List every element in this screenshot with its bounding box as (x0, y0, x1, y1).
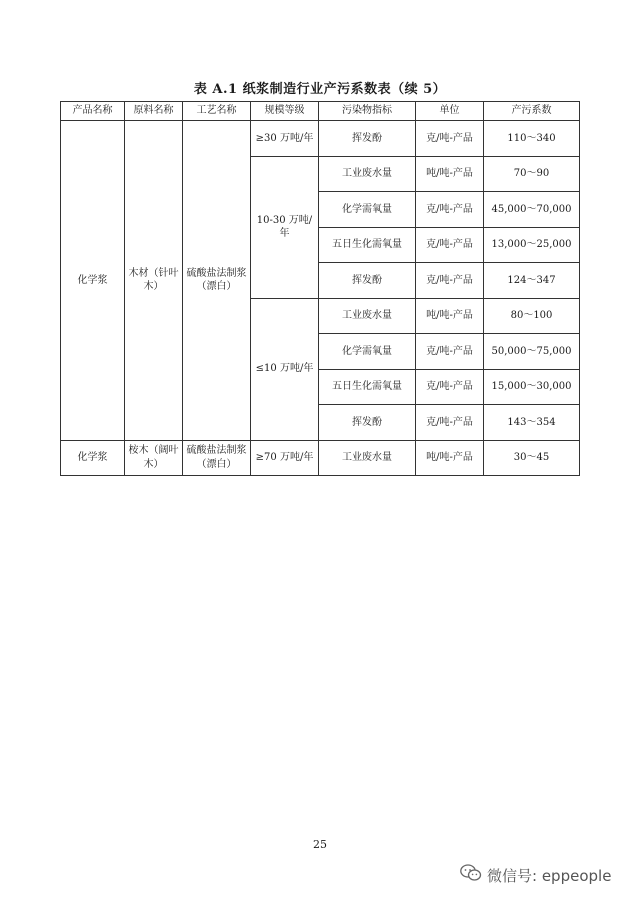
header-unit: 单位 (416, 102, 484, 121)
indicator-cell: 挥发酚 (319, 121, 416, 157)
wechat-watermark (460, 864, 611, 886)
unit-cell: 克/吨-产品 (416, 121, 484, 157)
indicator-cell: 五日生化需氧量 (319, 369, 416, 405)
wechat-icon (460, 864, 482, 886)
coefficient-cell: 110～340 (484, 121, 580, 157)
header-material: 原料名称 (125, 102, 183, 121)
table-row (61, 121, 580, 157)
header-process: 工艺名称 (183, 102, 251, 121)
indicator-cell: 挥发酚 (319, 263, 416, 299)
indicator-cell: 化学需氧量 (319, 334, 416, 370)
pollution-coefficient-table (60, 101, 580, 476)
material-cell: 木材（针叶木） (125, 121, 183, 441)
indicator-cell: 工业废水量 (319, 298, 416, 334)
scale-cell: ≥70 万吨/年 (251, 440, 319, 475)
header-product: 产品名称 (61, 102, 125, 121)
coefficient-cell: 143～354 (484, 405, 580, 441)
header-coefficient: 产污系数 (484, 102, 580, 121)
scale-cell: ≥30 万吨/年 (251, 121, 319, 157)
header-row (61, 102, 580, 121)
indicator-cell: 工业废水量 (319, 440, 416, 475)
coefficient-cell: 124～347 (484, 263, 580, 299)
indicator-cell: 化学需氧量 (319, 192, 416, 228)
unit-cell: 克/吨-产品 (416, 192, 484, 228)
unit-cell: 克/吨-产品 (416, 227, 484, 263)
scale-cell: ≤10 万吨/年 (251, 298, 319, 440)
indicator-cell: 工业废水量 (319, 156, 416, 192)
process-cell: 硫酸盐法制浆（漂白） (183, 440, 251, 475)
watermark-text: 微信号: eppeople (487, 866, 612, 885)
material-cell: 桉木（阔叶木） (125, 440, 183, 475)
unit-cell: 克/吨-产品 (416, 405, 484, 441)
header-indicator: 污染物指标 (319, 102, 416, 121)
coefficient-cell: 70～90 (484, 156, 580, 192)
scale-cell: 10-30 万吨/年 (251, 156, 319, 298)
coefficient-cell: 13,000～25,000 (484, 227, 580, 263)
unit-cell: 克/吨-产品 (416, 263, 484, 299)
table-title: 表 A.1 纸浆制造行业产污系数表（续 5） (193, 82, 447, 97)
table-row (61, 440, 580, 475)
indicator-cell: 五日生化需氧量 (319, 227, 416, 263)
coefficient-cell: 15,000～30,000 (484, 369, 580, 405)
coefficient-cell: 80～100 (484, 298, 580, 334)
unit-cell: 吨/吨-产品 (416, 440, 484, 475)
product-cell: 化学浆 (61, 121, 125, 441)
coefficient-cell: 30～45 (484, 440, 580, 475)
unit-cell: 吨/吨-产品 (416, 298, 484, 334)
header-scale: 规模等级 (251, 102, 319, 121)
coefficient-cell: 50,000～75,000 (484, 334, 580, 370)
unit-cell: 吨/吨-产品 (416, 156, 484, 192)
page-number: 25 (313, 838, 327, 851)
product-cell: 化学浆 (61, 440, 125, 475)
process-cell: 硫酸盐法制浆（漂白） (183, 121, 251, 441)
indicator-cell: 挥发酚 (319, 405, 416, 441)
unit-cell: 克/吨-产品 (416, 334, 484, 370)
unit-cell: 克/吨-产品 (416, 369, 484, 405)
coefficient-cell: 45,000～70,000 (484, 192, 580, 228)
